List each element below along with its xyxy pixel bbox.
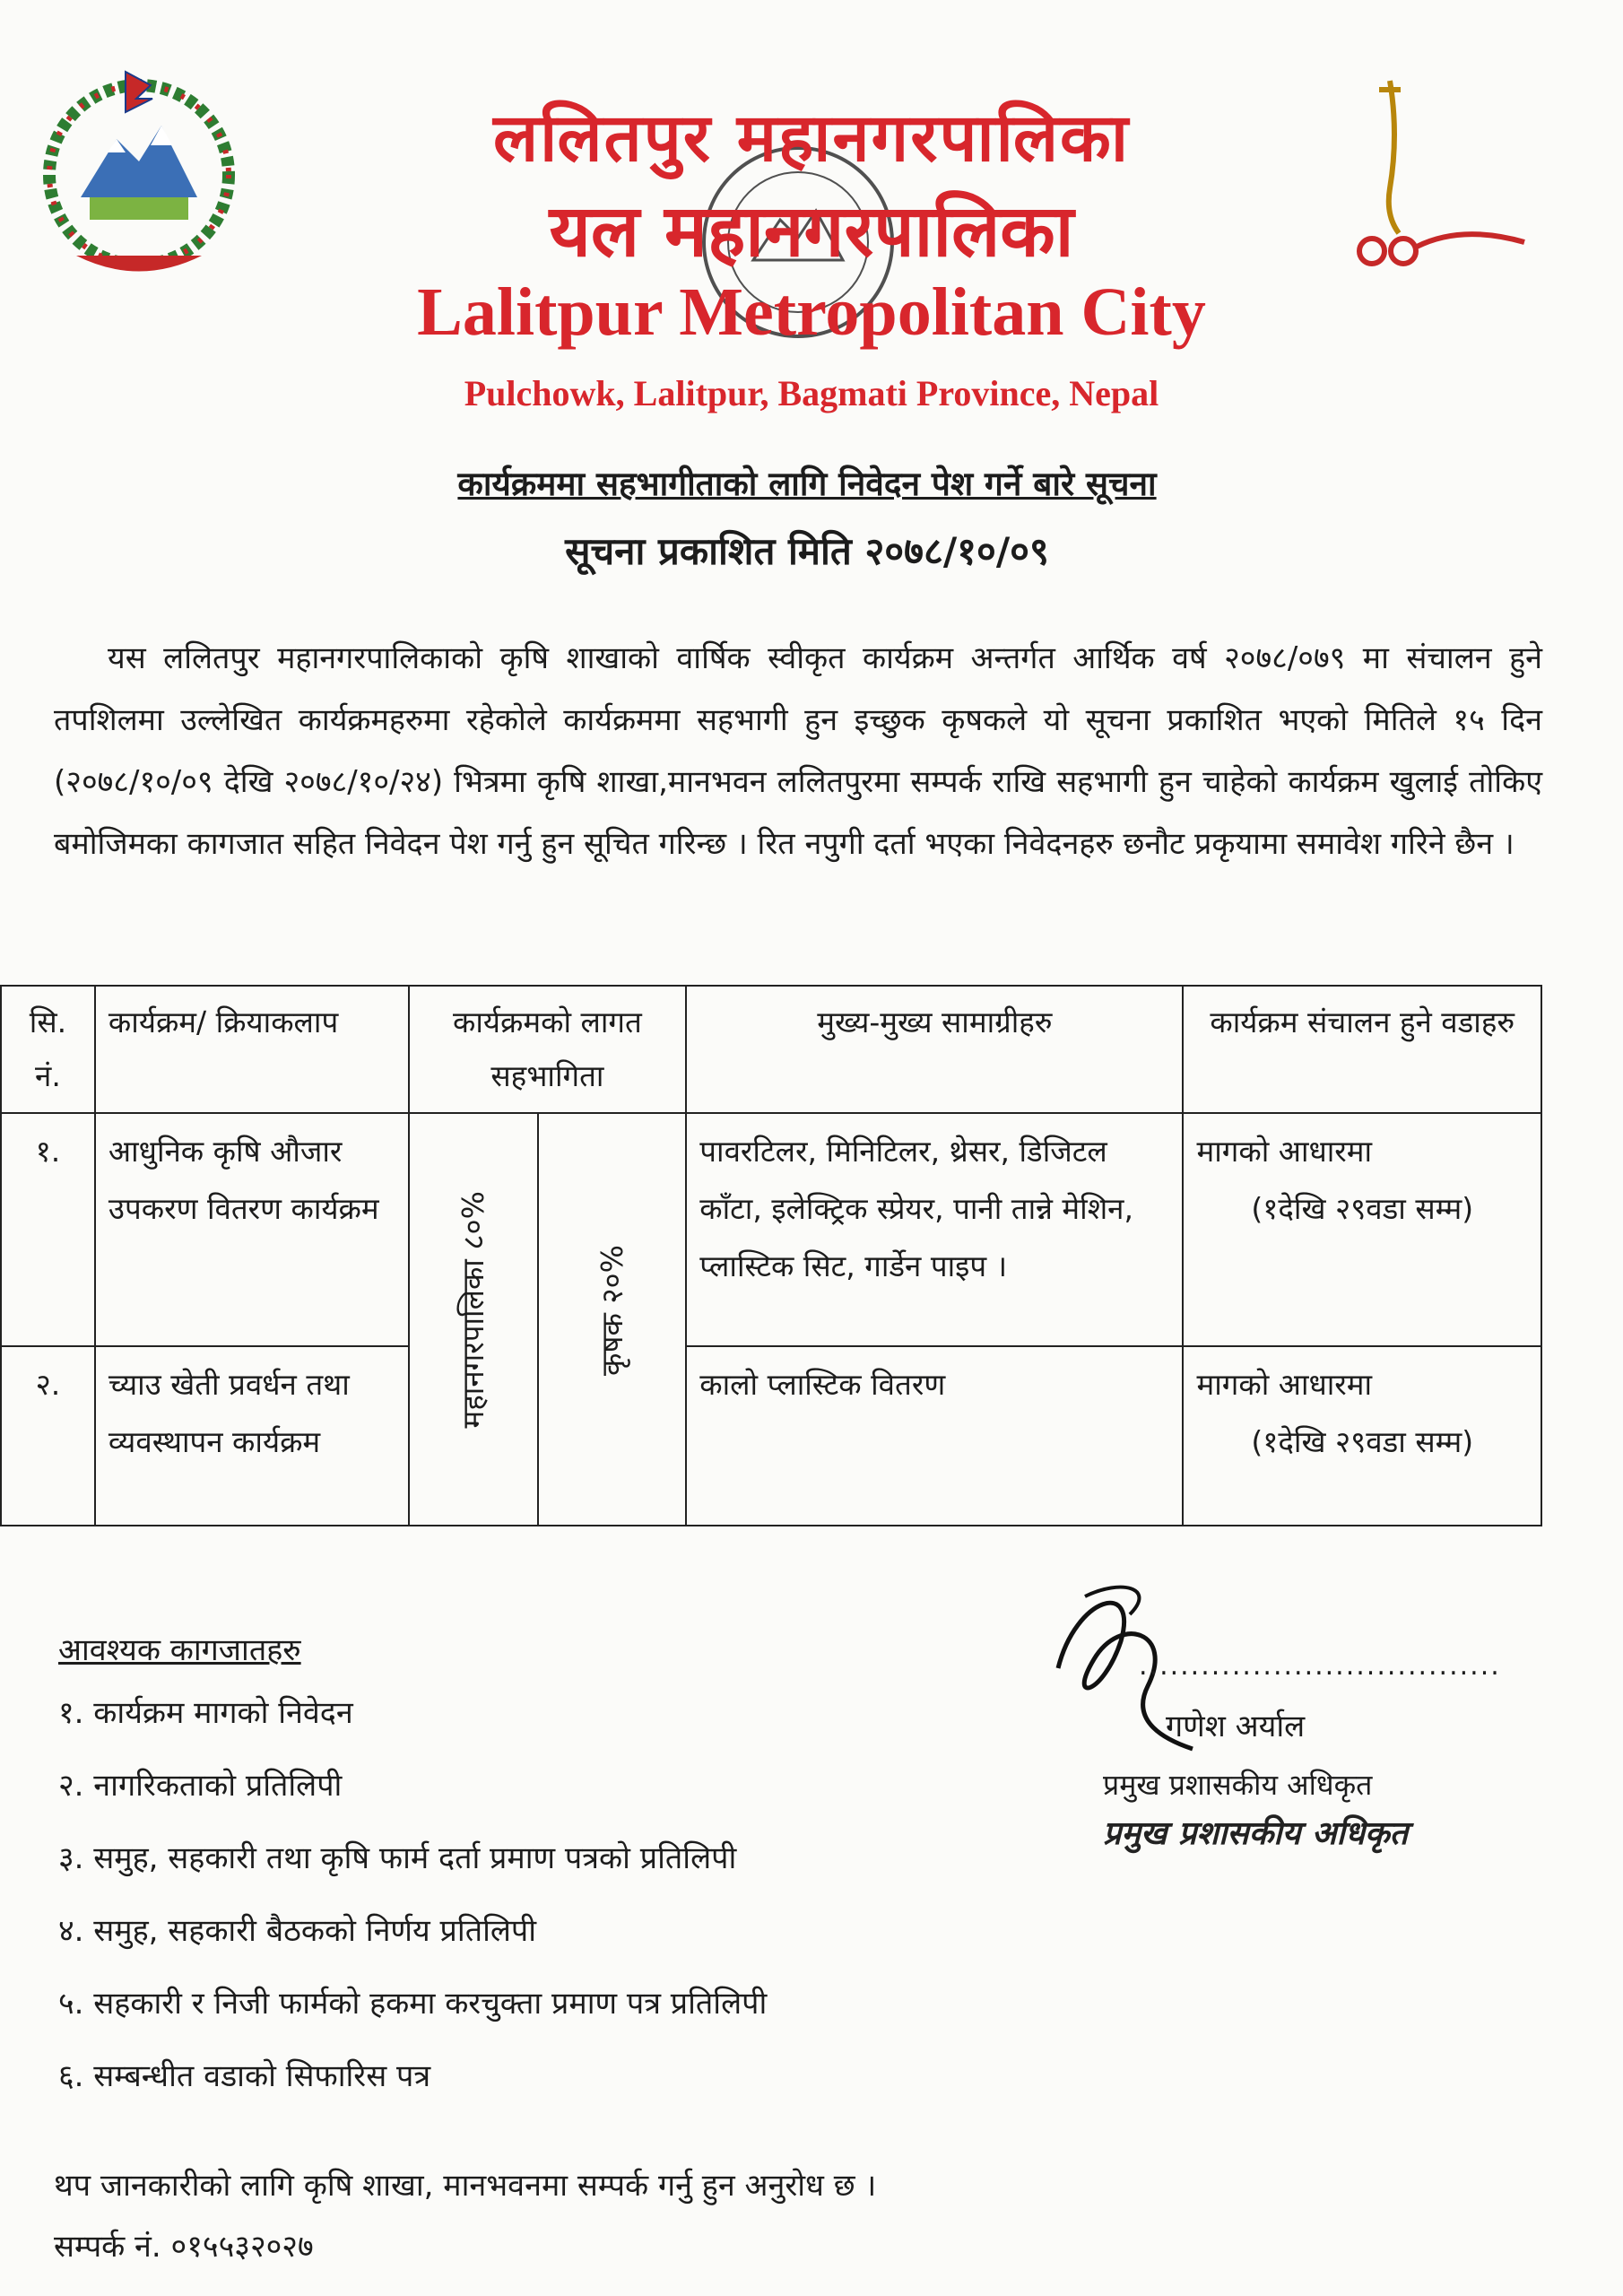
row-materials: कालो प्लास्टिक वितरण [686, 1346, 1183, 1526]
list-item: १. कार्यक्रम मागको निवेदन [58, 1695, 353, 1731]
signatory-stamp: प्रमुख प्रशासकीय अधिकृत [1103, 1815, 1409, 1852]
header-cost-share: कार्यक्रमको लागत सहभागिता [409, 986, 687, 1113]
row-program: च्याउ खेती प्रवर्धन तथा व्यवस्थापन कार्यक्रम [95, 1346, 409, 1526]
required-documents-title: आवश्यक कागजातहरु [58, 1632, 301, 1668]
table-row [1, 1113, 1541, 1346]
table-header-row [1, 986, 1541, 1113]
list-item: ३. समुह, सहकारी तथा कृषि फार्म दर्ता प्रमाण पत्रको प्रतिलिपी [58, 1840, 737, 1876]
footer-contact: सम्पर्क नं. ०१५५३२०२७ [54, 2229, 314, 2265]
cost-share-metro-cell [409, 1113, 539, 1526]
org-name-nepali: ललितपुर महानगरपालिका [493, 100, 1130, 177]
row-wards-line1: मागको आधारमा [1196, 1367, 1373, 1402]
program-table [0, 985, 1542, 1526]
row-wards [1183, 1113, 1541, 1346]
org-address: Pulchowk, Lalitpur, Bagmati Province, Nepal [464, 373, 1159, 413]
header-materials: मुख्य-मुख्य सामाग्रीहरु [686, 986, 1183, 1113]
list-item: २. नागरिकताको प्रतिलिपी [58, 1768, 343, 1804]
list-item: ४. समुह, सहकारी बैठकको निर्णय प्रतिलिपी [58, 1913, 537, 1949]
cost-share-farmer: कृषक २०% [594, 1244, 629, 1376]
cost-share-metro: महानगरपालिका ८०% [455, 1191, 490, 1429]
signature-line: ................................... [1139, 1650, 1501, 1682]
row-wards-line2: (१देखि २९वडा सम्म) [1251, 1424, 1474, 1459]
row-wards [1183, 1346, 1541, 1526]
signatory-name: गणेश अर्याल [1166, 1709, 1306, 1744]
org-name-nepali-newari: यल महानगरपालिका [549, 189, 1074, 273]
header-sn: सि. नं. [1, 986, 95, 1113]
row-materials: पावरटिलर, मिनिटिलर, थ्रेसर, डिजिटल काँटा, इलेक्ट्रिक स्प्रेयर, पानी तान्ने मेशिन, प्लास्टिक सिट, गार्डेन पाइप । [686, 1113, 1183, 1346]
row-sn: २. [1, 1346, 95, 1526]
header-program: कार्यक्रम/ क्रियाकलाप [95, 986, 409, 1113]
required-documents-list [58, 1686, 767, 2122]
list-item: ६. सम्बन्धीत वडाको सिफारिस पत्र [58, 2058, 431, 2094]
header-wards: कार्यक्रम संचालन हुने वडाहरु [1183, 986, 1541, 1113]
row-sn: १. [1, 1113, 95, 1346]
nepal-emblem-icon [36, 63, 242, 287]
list-item: ५. सहकारी र निजी फार्मको हकमा करचुक्ता प्रमाण पत्र प्रतिलिपी [58, 1986, 768, 2022]
footer-info: थप जानकारीको लागि कृषि शाखा, मानभवनमा सम्पर्क गर्नु हुन अनुरोध छ । [54, 2168, 877, 2204]
notice-title: कार्यक्रममा सहभागीताको लागि निवेदन पेश गर्ने बारे सूचना [457, 465, 1157, 503]
table-row [1, 1346, 1541, 1526]
org-name-english: Lalitpur Metropolitan City [417, 274, 1206, 350]
lalitpur-logo-icon [1336, 63, 1542, 287]
row-wards-line2: (१देखि २९वडा सम्म) [1251, 1191, 1474, 1226]
notice-date: सूचना प्रकाशित मिति २०७८/१०/०९ [565, 529, 1049, 573]
row-wards-line1: मागको आधारमा [1196, 1134, 1373, 1169]
row-program: आधुनिक कृषि औजार उपकरण वितरण कार्यक्रम [95, 1113, 409, 1346]
signatory-title: प्रमुख प्रशासकीय अधिकृत [1103, 1768, 1373, 1802]
cost-share-farmer-cell [538, 1113, 686, 1526]
notice-body: यस ललितपुर महानगरपालिकाको कृषि शाखाको वार्षिक स्वीकृत कार्यक्रम अन्तर्गत आर्थिक वर्ष २०७८/०७९ मा संचालन हुने तपशिलमा उल्लेखित कार्यक्रमहरुमा रहेकोले कार्यक्रममा सहभागी हुन इच्छुक कृषकले यो सूचना प्रकाशित भएको मितिले १५ दिन (२०७८/१०/०९ देखि २०७८/१०/२४) भित्रमा कृषि शाखा,मानभवन ललितपुरमा सम्पर्क राखि सहभागी हुन चाहेको कार्यक्रम खुलाई तोकिए बमोजिमका कागजात सहित निवेदन पेश गर्नु हुन सूचित गरिन्छ । रित नपुगी दर्ता भएका निवेदनहरु छनौट प्रकृयामा समावेश गरिने छैन । [54, 640, 1542, 862]
